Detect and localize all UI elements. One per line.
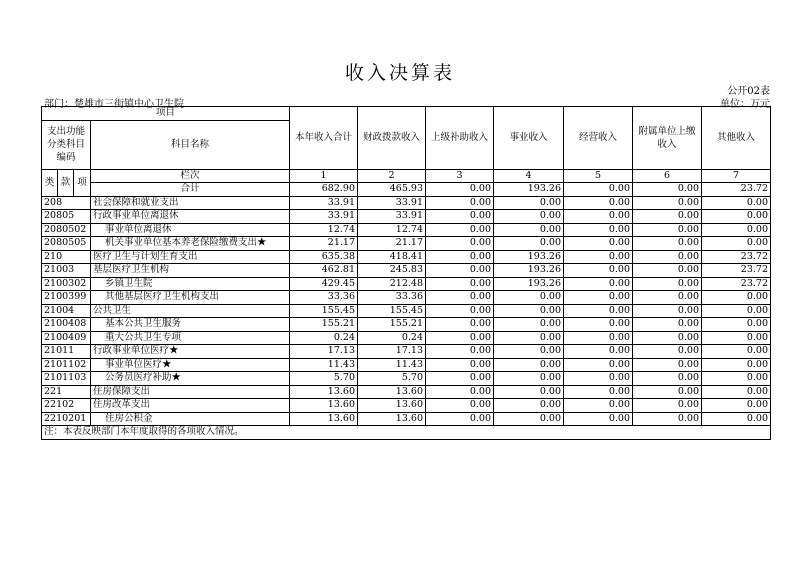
col-number: 6 — [633, 169, 702, 183]
total-cell: 193.26 — [494, 183, 564, 197]
value-cell: 23.72 — [702, 264, 771, 278]
value-cell: 0.00 — [426, 237, 494, 251]
col-number: 4 — [494, 169, 564, 183]
subject-name-cell: 乡镇卫生院 — [91, 277, 290, 291]
value-cell: 13.60 — [290, 412, 358, 426]
table-row — [42, 237, 771, 251]
subject-code-cell: 2100409 — [42, 331, 91, 345]
value-cell: 418.41 — [358, 250, 426, 264]
subject-code-cell: 2101103 — [42, 372, 91, 386]
table-row — [42, 277, 771, 291]
value-cell: 0.00 — [702, 331, 771, 345]
value-cell: 193.26 — [494, 250, 564, 264]
table-row — [42, 210, 771, 224]
unit-label: 单位：万元 — [720, 99, 770, 110]
total-row — [42, 183, 771, 197]
value-cell: 0.00 — [426, 291, 494, 305]
table-row — [42, 291, 771, 305]
value-cell: 0.00 — [494, 412, 564, 426]
value-cell: 0.00 — [564, 237, 633, 251]
value-cell: 23.72 — [702, 250, 771, 264]
lei-header: 类 — [42, 169, 58, 196]
value-cell: 0.00 — [702, 196, 771, 210]
value-cell: 0.00 — [494, 399, 564, 413]
table-row — [42, 331, 771, 345]
value-cell: 33.91 — [290, 210, 358, 224]
table-row — [42, 318, 771, 332]
value-cell: 0.00 — [702, 223, 771, 237]
value-cell: 0.00 — [564, 372, 633, 386]
subject-code-cell: 2100399 — [42, 291, 91, 305]
value-cell: 13.60 — [290, 399, 358, 413]
value-cell: 0.00 — [633, 358, 702, 372]
value-cell: 0.00 — [702, 318, 771, 332]
subject-name-cell: 其他基层医疗卫生机构支出 — [91, 291, 290, 305]
value-cell: 0.00 — [564, 210, 633, 224]
subject-code-cell: 20805 — [42, 210, 91, 224]
total-cell: 0.00 — [633, 183, 702, 197]
value-cell: 0.00 — [633, 196, 702, 210]
value-cell: 0.00 — [426, 399, 494, 413]
value-cell: 0.00 — [494, 331, 564, 345]
value-cell: 0.00 — [564, 196, 633, 210]
value-cell: 0.00 — [702, 412, 771, 426]
value-cell: 33.91 — [290, 196, 358, 210]
value-cell: 0.00 — [633, 264, 702, 278]
value-cell: 0.00 — [494, 210, 564, 224]
value-cell: 33.36 — [290, 291, 358, 305]
kuan-header: 款 — [58, 169, 74, 196]
subject-name-cell: 社会保障和就业支出 — [91, 196, 290, 210]
value-cell: 0.00 — [633, 372, 702, 386]
subject-name-cell: 住房改革支出 — [91, 399, 290, 413]
subject-name-cell: 事业单位离退休 — [91, 223, 290, 237]
subject-name-cell: 公务员医疗补助★ — [91, 372, 290, 386]
value-cell: 0.00 — [564, 412, 633, 426]
value-cell: 0.00 — [564, 223, 633, 237]
subject-code-cell: 2100302 — [42, 277, 91, 291]
value-cell: 0.00 — [564, 318, 633, 332]
subject-code-cell: 21003 — [42, 264, 91, 278]
value-cell: 635.38 — [290, 250, 358, 264]
value-cell: 33.36 — [358, 291, 426, 305]
value-cell: 0.00 — [426, 412, 494, 426]
table-row — [42, 358, 771, 372]
total-cell: 23.72 — [702, 183, 771, 197]
value-cell: 155.45 — [358, 304, 426, 318]
total-cell: 0.00 — [426, 183, 494, 197]
page-title: 收入决算表 — [344, 62, 455, 84]
func-class-header: 支出功能分类科目编码 — [42, 120, 91, 169]
value-cell: 0.00 — [564, 264, 633, 278]
value-cell: 0.00 — [426, 385, 494, 399]
subject-code-cell: 2100408 — [42, 318, 91, 332]
value-cell: 0.00 — [494, 237, 564, 251]
value-cell: 0.00 — [426, 358, 494, 372]
value-cell: 0.00 — [702, 210, 771, 224]
table-row — [42, 345, 771, 359]
subject-name-cell: 医疗卫生与计划生育支出 — [91, 250, 290, 264]
table-row — [42, 372, 771, 386]
note-row — [42, 426, 771, 440]
value-cell: 13.60 — [290, 385, 358, 399]
value-cell: 0.00 — [633, 345, 702, 359]
value-cell: 0.00 — [426, 250, 494, 264]
col-number: 2 — [358, 169, 426, 183]
value-cell: 0.00 — [426, 223, 494, 237]
value-cell: 13.60 — [358, 412, 426, 426]
col-number: 7 — [702, 169, 771, 183]
value-cell: 0.00 — [633, 399, 702, 413]
subject-code-cell: 21011 — [42, 345, 91, 359]
value-cell: 0.00 — [633, 412, 702, 426]
total-cell: 0.00 — [564, 183, 633, 197]
subject-name-cell: 行政事业单位离退休 — [91, 210, 290, 224]
value-cell: 0.00 — [633, 223, 702, 237]
col-header-superior: 上级补助收入 — [426, 107, 494, 170]
value-cell: 0.00 — [633, 277, 702, 291]
value-cell: 5.70 — [358, 372, 426, 386]
value-cell: 5.70 — [290, 372, 358, 386]
subject-code-cell: 2210201 — [42, 412, 91, 426]
value-cell: 21.17 — [290, 237, 358, 251]
value-cell: 0.00 — [633, 250, 702, 264]
value-cell: 0.00 — [633, 318, 702, 332]
value-cell: 155.21 — [290, 318, 358, 332]
xiang-header: 项 — [74, 169, 91, 196]
value-cell: 0.00 — [633, 210, 702, 224]
table-row — [42, 196, 771, 210]
value-cell: 0.00 — [564, 291, 633, 305]
form-code: 公开02表 — [727, 86, 770, 97]
value-cell: 0.00 — [426, 372, 494, 386]
subject-code-cell: 2080502 — [42, 223, 91, 237]
project-header: 项目 — [42, 107, 290, 121]
value-cell: 0.00 — [426, 331, 494, 345]
value-cell: 0.00 — [702, 291, 771, 305]
table-row — [42, 399, 771, 413]
col-header-other: 其他收入 — [702, 107, 771, 170]
value-cell: 0.24 — [290, 331, 358, 345]
subject-name-cell: 行政事业单位医疗★ — [91, 345, 290, 359]
value-cell: 13.60 — [358, 399, 426, 413]
subject-name-cell: 机关事业单位基本养老保险缴费支出★ — [91, 237, 290, 251]
value-cell: 0.00 — [702, 345, 771, 359]
value-cell: 17.13 — [290, 345, 358, 359]
subject-code-cell: 210 — [42, 250, 91, 264]
total-cell: 682.90 — [290, 183, 358, 197]
value-cell: 33.91 — [358, 210, 426, 224]
value-cell: 0.00 — [633, 237, 702, 251]
value-cell: 0.00 — [564, 345, 633, 359]
value-cell: 0.00 — [702, 237, 771, 251]
value-cell: 0.00 — [564, 277, 633, 291]
header-row — [42, 107, 771, 121]
value-cell: 0.00 — [564, 358, 633, 372]
table-row — [42, 412, 771, 426]
value-cell: 0.00 — [426, 318, 494, 332]
value-cell: 0.00 — [702, 372, 771, 386]
value-cell: 0.00 — [494, 345, 564, 359]
department-label: 部门：楚雄市三街镇中心卫生院 — [44, 99, 184, 110]
col-number: 1 — [290, 169, 358, 183]
value-cell: 245.83 — [358, 264, 426, 278]
value-cell: 193.26 — [494, 264, 564, 278]
value-cell: 0.00 — [426, 304, 494, 318]
subject-code-cell: 208 — [42, 196, 91, 210]
subject-code-cell: 2101102 — [42, 358, 91, 372]
value-cell: 11.43 — [290, 358, 358, 372]
value-cell: 0.00 — [564, 331, 633, 345]
value-cell: 212.48 — [358, 277, 426, 291]
subject-code-cell: 221 — [42, 385, 91, 399]
value-cell: 33.91 — [358, 196, 426, 210]
col-number: 3 — [426, 169, 494, 183]
value-cell: 0.00 — [494, 372, 564, 386]
value-cell: 11.43 — [358, 358, 426, 372]
column-number-row — [42, 169, 771, 183]
total-cell: 465.93 — [358, 183, 426, 197]
value-cell: 0.00 — [494, 304, 564, 318]
value-cell: 462.81 — [290, 264, 358, 278]
value-cell: 0.00 — [426, 264, 494, 278]
value-cell: 0.00 — [494, 291, 564, 305]
subject-code-cell: 21004 — [42, 304, 91, 318]
value-cell: 0.00 — [702, 385, 771, 399]
value-cell: 0.00 — [702, 358, 771, 372]
value-cell: 0.24 — [358, 331, 426, 345]
value-cell: 0.00 — [702, 399, 771, 413]
value-cell: 0.00 — [564, 385, 633, 399]
subject-code-cell: 22102 — [42, 399, 91, 413]
value-cell: 23.72 — [702, 277, 771, 291]
value-cell: 0.00 — [494, 385, 564, 399]
value-cell: 0.00 — [564, 250, 633, 264]
table-row — [42, 385, 771, 399]
table-note: 注：本表反映部门本年度取得的各项收入情况。 — [42, 426, 771, 440]
value-cell: 0.00 — [633, 304, 702, 318]
value-cell: 429.45 — [290, 277, 358, 291]
value-cell: 13.60 — [358, 385, 426, 399]
value-cell: 0.00 — [564, 399, 633, 413]
col-header-operating: 经营收入 — [564, 107, 633, 170]
subject-name-cell: 住房公积金 — [91, 412, 290, 426]
table-row — [42, 250, 771, 264]
table-row — [42, 223, 771, 237]
table-row — [42, 304, 771, 318]
income-table — [41, 106, 771, 440]
subject-name-cell: 基层医疗卫生机构 — [91, 264, 290, 278]
value-cell: 0.00 — [633, 291, 702, 305]
col-header-fiscal: 财政拨款收入 — [358, 107, 426, 170]
value-cell: 0.00 — [564, 304, 633, 318]
row-label-header: 栏次 — [91, 169, 290, 183]
value-cell: 0.00 — [494, 223, 564, 237]
subject-name-cell: 公共卫生 — [91, 304, 290, 318]
col-header-business: 事业收入 — [494, 107, 564, 170]
value-cell: 155.45 — [290, 304, 358, 318]
subject-name-cell: 基本公共卫生服务 — [91, 318, 290, 332]
col-header-total: 本年收入合计 — [290, 107, 358, 170]
value-cell: 12.74 — [358, 223, 426, 237]
subject-name-cell: 重大公共卫生专项 — [91, 331, 290, 345]
value-cell: 21.17 — [358, 237, 426, 251]
subject-code-cell: 2080505 — [42, 237, 91, 251]
value-cell: 0.00 — [633, 331, 702, 345]
value-cell: 155.21 — [358, 318, 426, 332]
value-cell: 0.00 — [426, 210, 494, 224]
value-cell: 0.00 — [426, 345, 494, 359]
value-cell: 17.13 — [358, 345, 426, 359]
value-cell: 0.00 — [426, 196, 494, 210]
value-cell: 0.00 — [494, 358, 564, 372]
value-cell: 0.00 — [494, 196, 564, 210]
value-cell: 0.00 — [702, 304, 771, 318]
value-cell: 193.26 — [494, 277, 564, 291]
col-header-affiliated: 附属单位上缴收入 — [633, 107, 702, 170]
subject-name-header: 科目名称 — [91, 120, 290, 169]
value-cell: 0.00 — [426, 277, 494, 291]
col-number: 5 — [564, 169, 633, 183]
value-cell: 12.74 — [290, 223, 358, 237]
subject-name-cell: 事业单位医疗★ — [91, 358, 290, 372]
table-row — [42, 264, 771, 278]
value-cell: 0.00 — [494, 318, 564, 332]
subject-name-cell: 住房保障支出 — [91, 385, 290, 399]
total-label: 合计 — [91, 183, 290, 197]
value-cell: 0.00 — [633, 385, 702, 399]
